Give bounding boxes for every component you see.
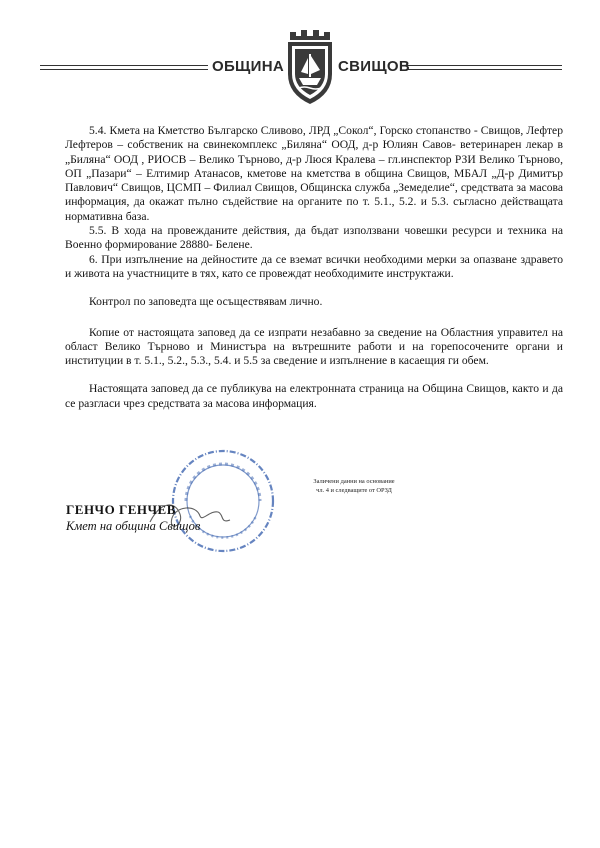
- paragraph-publish: Настоящата заповед да се публикува на електронната страница на Община Свищов, както и да се разгласи чрез средствата за масова информация.: [65, 382, 563, 410]
- document-body: [65, 124, 563, 411]
- paragraph-control: Контрол по заповедта ще осъществявам лично.: [89, 295, 323, 309]
- redaction-line-1: Заличени данни на основание: [313, 478, 395, 485]
- letterhead: [0, 30, 600, 110]
- paragraph-copy: Копие от настоящата заповед да се изпрати незабавно за сведение на Областния управител на област Велико Търново и Министъра на вътрешните работи и на горепосочените органи и институции в т. 5.1., 5.2., 5.3., 5.4. и 5.5 за сведение и изпълнение в касаещия ги обем.: [65, 325, 563, 368]
- signer-title: Кмет на община Свищов: [66, 519, 201, 533]
- municipal-crest-icon: [284, 30, 336, 106]
- redaction-line-2: чл. 4 и следващите от ОРЗД: [316, 486, 392, 494]
- header-word-right: СВИЩОВ: [338, 58, 411, 75]
- paragraph-6: 6. При изпълнение на дейностите да се вземат всички необходими мерки за опазване здравето и живота на участниците в тях, като се провеждат необходимите инструктажи.: [65, 252, 563, 280]
- header-rule-right: [406, 65, 562, 66]
- signer-name: ГЕНЧО ГЕНЧЕВ: [66, 502, 176, 517]
- redaction-note: [289, 478, 419, 495]
- header-rule-right-thin: [406, 69, 562, 70]
- paragraph-5-5: 5.5. В хода на провежданите действия, да бъдат използвани човешки ресурси и техника на Военно формирование 28880- Белене.: [65, 224, 563, 252]
- header-word-left: ОБЩИНА: [212, 58, 284, 75]
- header-rule-left: [40, 65, 208, 66]
- header-rule-left-thin: [40, 69, 208, 70]
- paragraph-5-4: 5.4. Кмета на Кметство Българско Сливово, ЛРД „Сокол“, Горско стопанство - Свищов, Лефтер Лефтеров – собственик на свинекомплекс „Биляна“ ООД, д-р Юлиян Савов- ветеринарен лекар в „Биляна“ ООД , РИОСВ – Велико Търново, д-р Люся Кралева – гл.инспектор РЗИ Велико Търново, ОП „Пазари“ – Елтимир Атанасов, кметове на кметства в община Свищов, МБАЛ „Д-р Димитър Павлович“ Свищов, ЦСМП – Филиал Свищов, Общинска служба „Земеделие“, средствата за масова информация, да окажат пълно съдействие на органите по т. 5.1., 5.2. и 5.3. съгласно действащата нормативна база.: [65, 124, 563, 223]
